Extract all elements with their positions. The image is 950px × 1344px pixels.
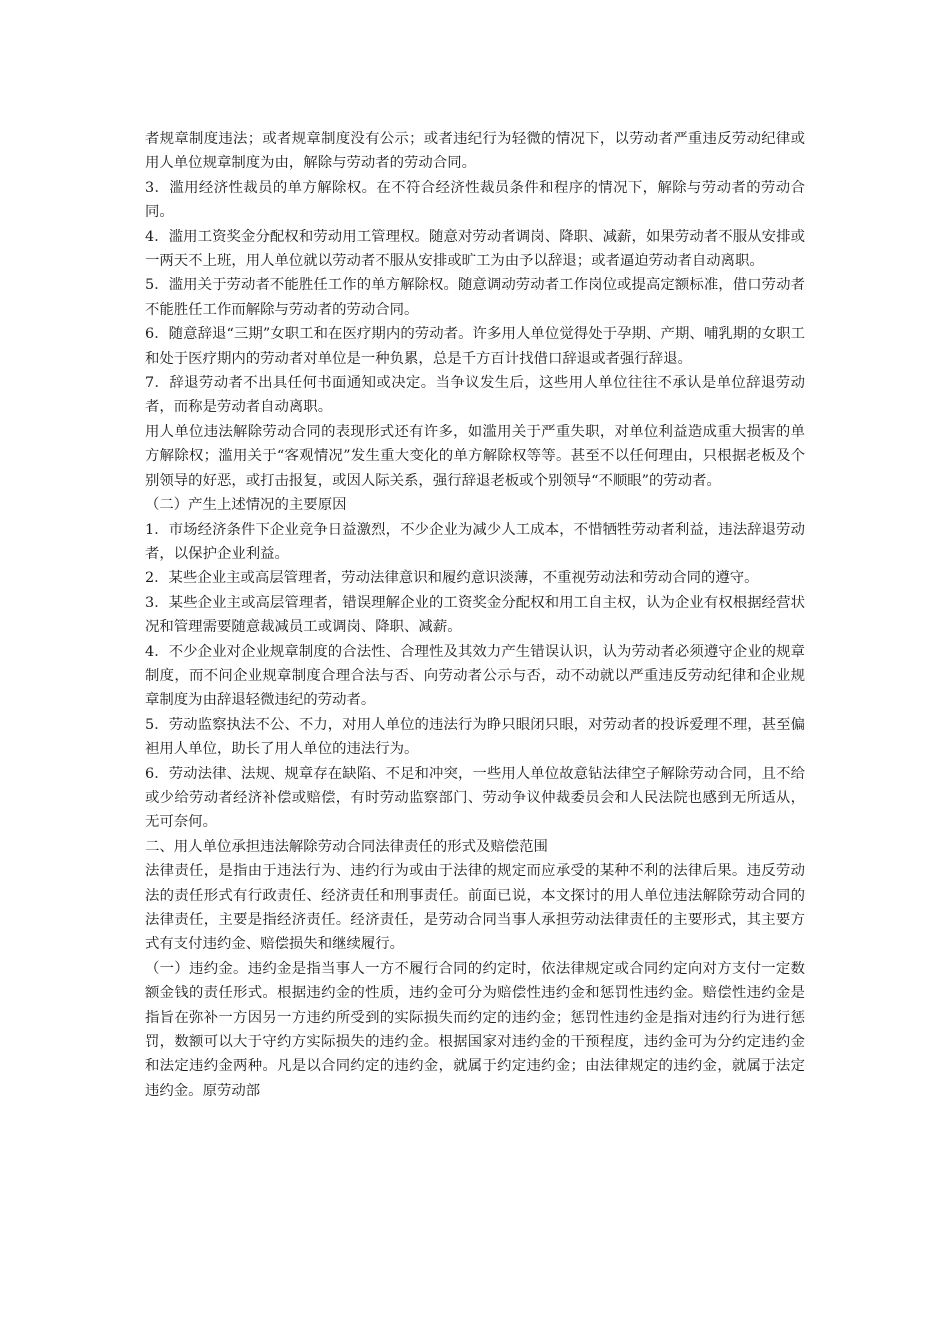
paragraph-cause-3: 3．某些企业主或高层管理者，错误理解企业的工资奖金分配权和用工自主权，认为企业有权根据经营状况和管理需要随意裁减员工或调岗、降职、减薪。 [145,594,805,636]
paragraph-item-5: 5．滥用关于劳动者不能胜任工作的单方解除权。随意调动劳动者工作岗位或提高定额标准，借口劳动者不能胜任工作而解除与劳动者的劳动合同。 [145,277,805,318]
paragraph-cause-5: 5．劳动监察执法不公、不力，对用人单位的违法行为睁只眼闭只眼，对劳动者的投诉爱理不理，甚至偏袒用人单位，助长了用人单位的违法行为。 [145,716,805,758]
paragraph-item-7: 7．辞退劳动者不出具任何书面通知或决定。当争议发生后，这些用人单位往往不承认是单位辞退劳动者，而称是劳动者自动离职。 [145,375,805,416]
paragraph-penalty: （一）违约金。违约金是指当事人一方不履行合同的约定时，依法律规定或合同约定向对方支付一定数额金钱的责任形式。根据违约金的性质，违约金可分为赔偿性违约金和惩罚性违约金。赔偿性违约金是指旨在弥补一方因另一方违约所受到的实际损失而约定的违约金；惩罚性违约金是指对违约行为进行惩罚，数额可以大于守约方实际损失的违约金。根据国家对违约金的干预程度，违约金可为分约定违约金和法定违约金两种。凡是以合同约定的违约金，就属于约定违约金；由法律规定的违约金，就属于法定违约金。原劳动部 [145,960,805,1099]
paragraph-cause-6: 6．劳动法律、法规、规章存在缺陷、不足和冲突，一些用人单位故意钻法律空子解除劳动合同，且不给或少给劳动者经济补偿或赔偿，有时劳动监察部门、劳动争议仲裁委员会和人民法院也感到无所适从，无可奈何。 [145,765,805,831]
paragraph-item-4: 4．滥用工资奖金分配权和劳动用工管理权。随意对劳动者调岗、降职、减薪，如果劳动者不服从安排或一两天不上班，用人单位就以劳动者不服从安排或旷工为由予以辞退；或者逼迫劳动者自动离职。 [145,228,805,270]
section-heading-causes: （二）产生上述情况的主要原因 [145,497,347,514]
paragraph-cause-4: 4．不少企业对企业规章制度的合法性、合理性及其效力产生错误认识，认为劳动者必须遵守企业的规章制度，而不问企业规章制度合理合法与否、向劳动者公示与否，动不动就以严重违反劳动纪律和企业规章制度为由辞退轻微违纪的劳动者。 [145,643,805,709]
section-heading-liability: 二、用人单位承担违法解除劳动合同法律责任的形式及赔偿范围 [145,838,548,855]
paragraph-continuation: 者规章制度违法；或者规章制度没有公示；或者违纪行为轻微的情况下，以劳动者严重违反劳动纪律或用人单位规章制度为由，解除与劳动者的劳动合同。 [145,131,805,172]
paragraph-cause-1: 1．市场经济条件下企业竞争日益激烈，不少企业为减少人工成本，不惜牺牲劳动者利益，违法辞退劳动者，以保护企业利益。 [145,521,805,562]
paragraph-item-3: 3．滥用经济性裁员的单方解除权。在不符合经济性裁员条件和程序的情况下，解除与劳动者的劳动合同。 [145,179,805,221]
paragraph-liability-definition: 法律责任，是指由于违法行为、违约行为或由于法律的规定而应承受的某种不利的法律后果。违反劳动法的责任形式有行政责任、经济责任和刑事责任。前面已说，本文探讨的用人单位违法解除劳动合同的法律责任，主要是指经济责任。经济责任，是劳动合同当事人承担劳动法律责任的主要形式，其主要方式有支付违约金、赔偿损失和继续履行。 [145,863,805,953]
document-page [145,127,805,1103]
paragraph-cause-2: 2．某些企业主或高层管理者，劳动法律意识和履约意识淡薄，不重视劳动法和劳动合同的遵守。 [145,570,759,587]
paragraph-summary: 用人单位违法解除劳动合同的表现形式还有许多，如滥用关于严重失职，对单位利益造成重大损害的单方解除权；滥用关于“客观情况”发生重大变化的单方解除权等等。甚至不以任何理由，只根据老板及个别领导的好恶，或打击报复，或因人际关系，强行辞退老板或个别领导“不顺眼”的劳动者。 [145,423,805,489]
paragraph-item-6: 6．随意辞退“三期”女职工和在医疗期内的劳动者。许多用人单位觉得处于孕期、产期、哺乳期的女职工和处于医疗期内的劳动者对单位是一种负累，总是千方百计找借口辞退或者强行辞退。 [145,326,805,367]
